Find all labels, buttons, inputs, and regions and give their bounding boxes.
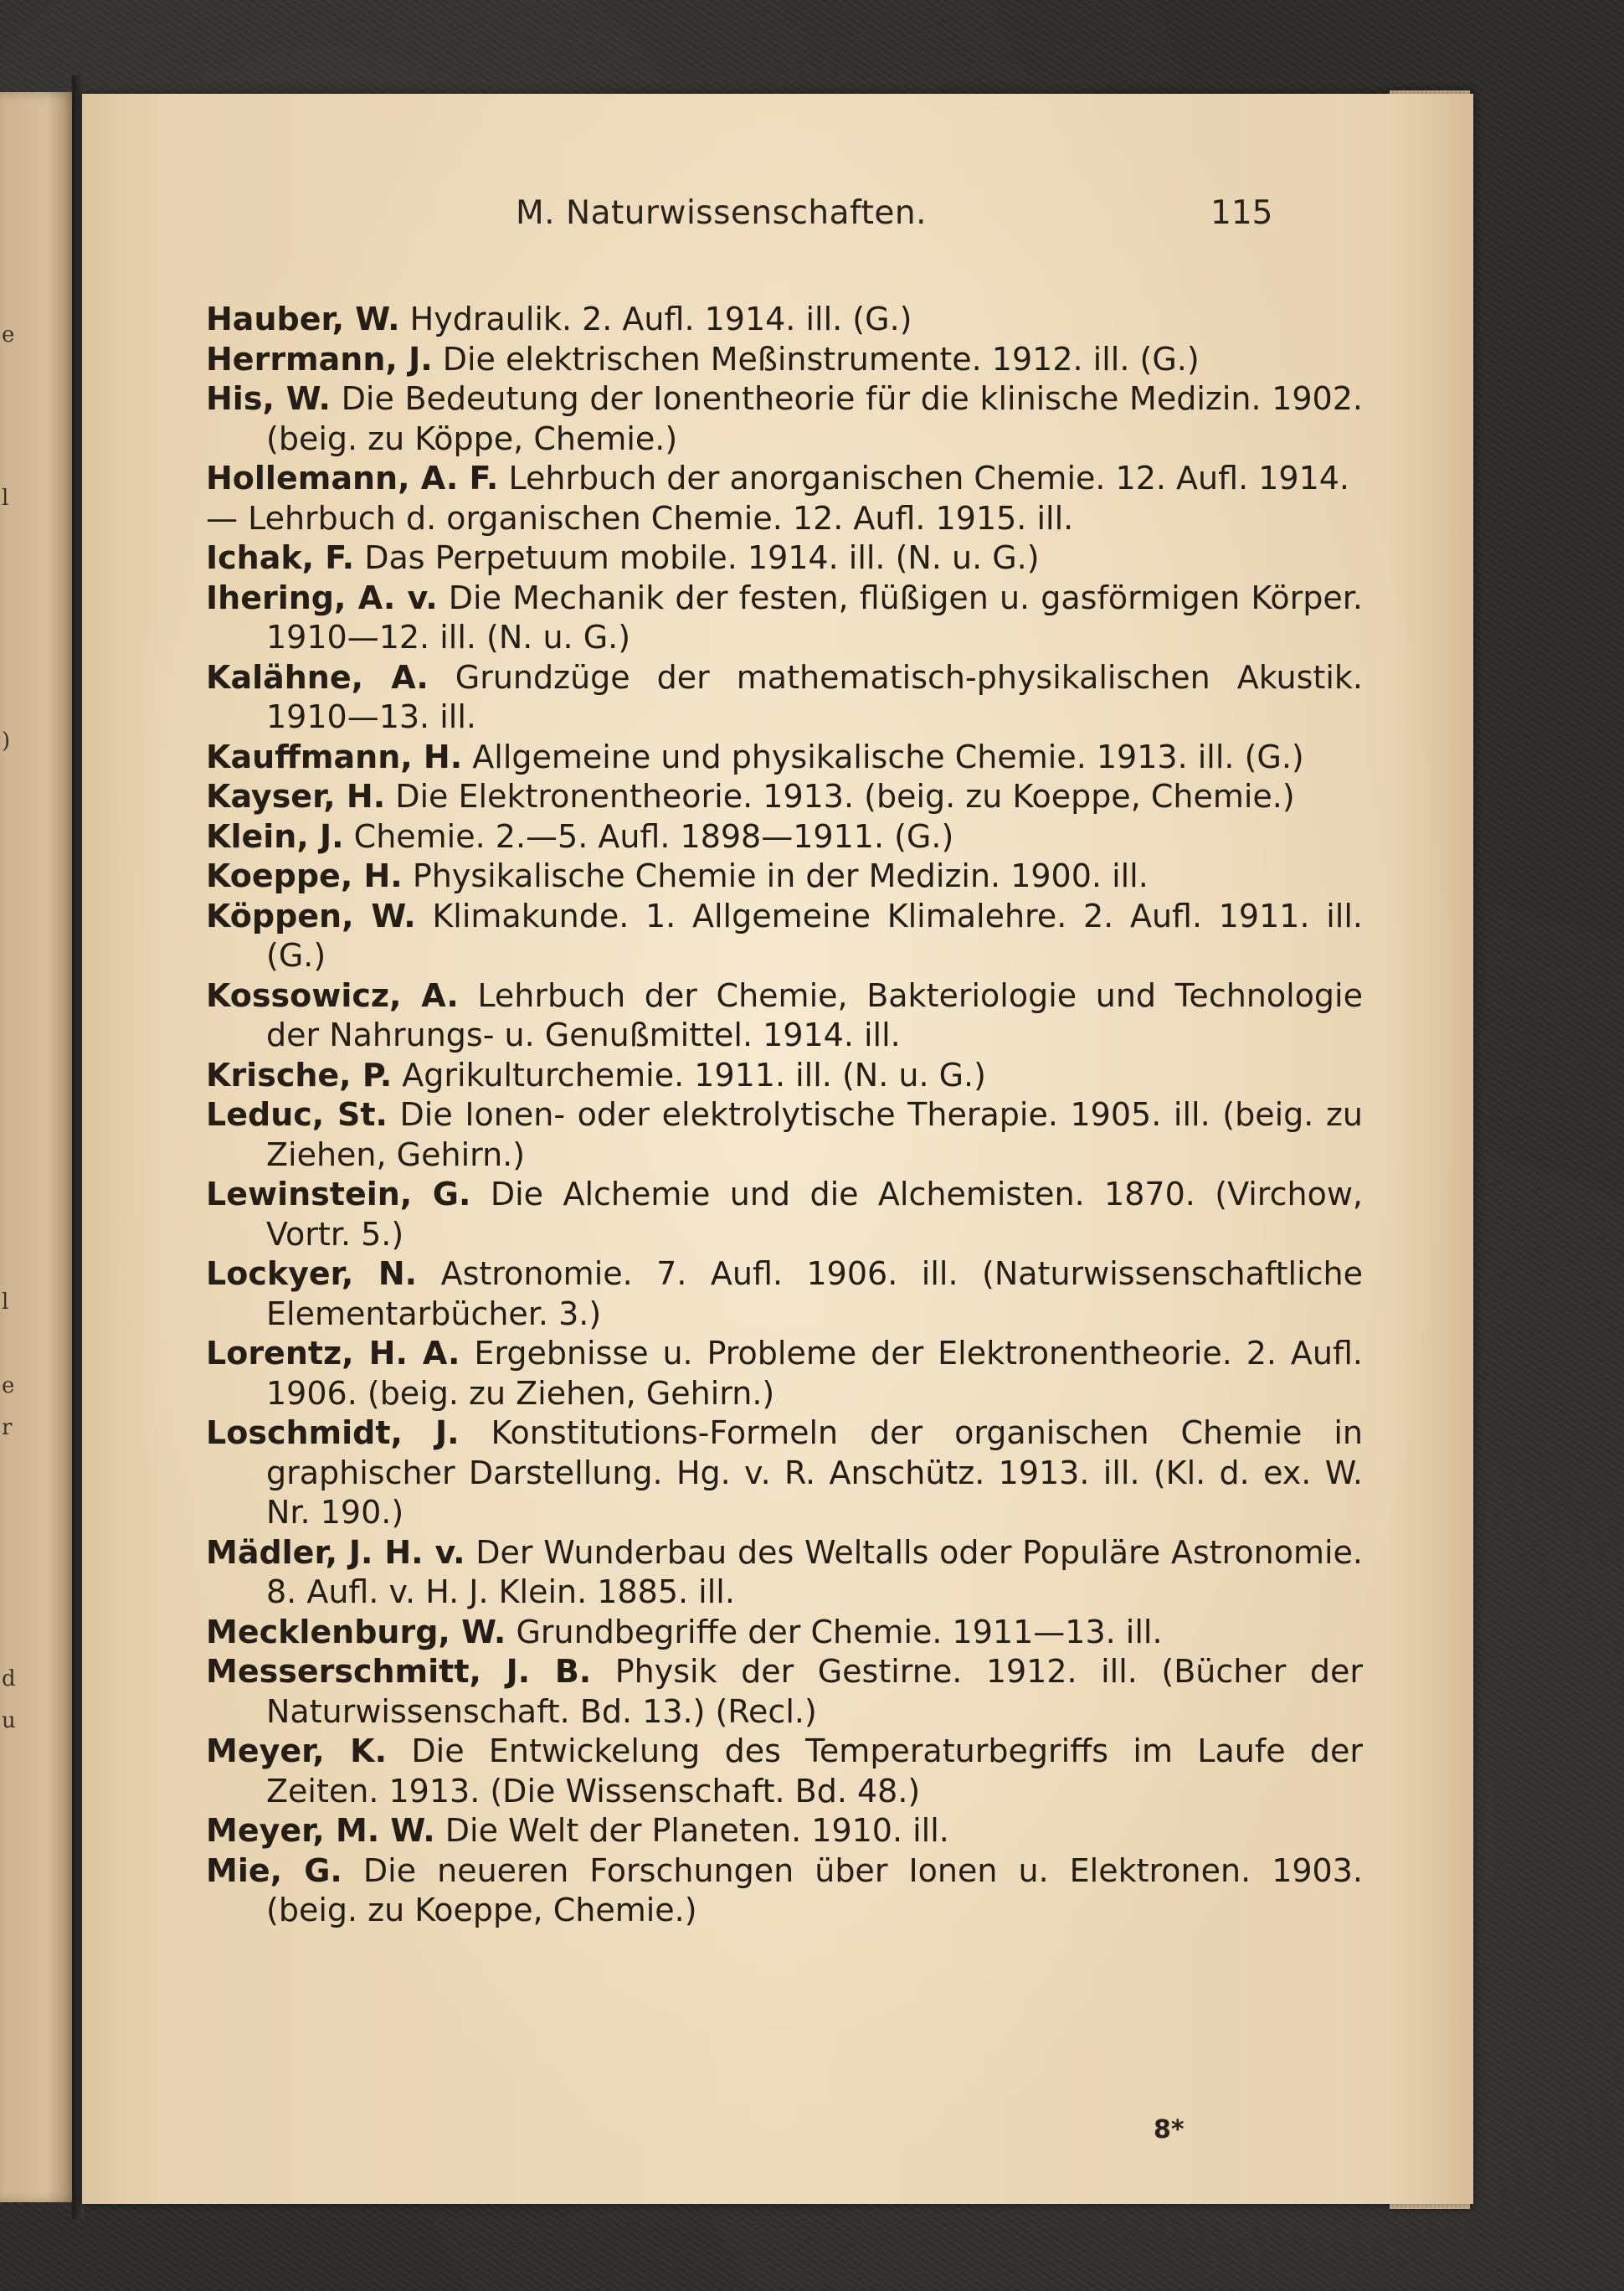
- bibliography-entry: [206, 1533, 1363, 1613]
- bibliography-entry: [206, 1334, 1363, 1413]
- entry-text: Klimakunde. 1. Allgemeine Klimalehre. 2. Aufl. 1911. ill. (G.): [266, 897, 1363, 974]
- entry-author: Klein, J.: [206, 817, 344, 855]
- entry-text: Grundzüge der mathematisch-physikalischen Akustik. 1910—13. ill.: [266, 658, 1363, 735]
- margin-fragment: e: [2, 322, 15, 348]
- bibliography-entry: [206, 1652, 1363, 1732]
- bibliography-entry: [206, 817, 1363, 857]
- bibliography-entry: [206, 1056, 1363, 1096]
- previous-page-edge: [0, 92, 77, 2202]
- entry-text: Der Wunderbau des Weltalls oder Populäre Astronomie. 8. Aufl. v. H. J. Klein. 1885. ill.: [266, 1533, 1363, 1610]
- margin-fragment: r: [2, 1415, 13, 1440]
- entry-author: Meyer, K.: [206, 1732, 388, 1769]
- entry-author: Köppen, W.: [206, 897, 416, 934]
- entry-author: Leduc, St.: [206, 1096, 388, 1133]
- entry-author: Loschmidt, J.: [206, 1414, 460, 1451]
- entry-ditto-dash: —: [206, 499, 238, 537]
- bibliography-entry: [206, 1413, 1363, 1533]
- bibliography-entry: [206, 857, 1363, 897]
- bibliography-entry: [206, 738, 1363, 778]
- entry-text: Astronomie. 7. Aufl. 1906. ill. (Naturwissenschaftliche Elementarbücher. 3.): [266, 1255, 1363, 1332]
- entry-author: Ihering, A. v.: [206, 579, 438, 616]
- entry-text: Die Elektronentheorie. 1913. (beig. zu Koeppe, Chemie.): [395, 778, 1295, 815]
- entry-text: Die Alchemie und die Alchemisten. 1870. (Virchow, Vortr. 5.): [266, 1176, 1363, 1253]
- entry-author: His, W.: [206, 380, 331, 417]
- entry-text: Die Mechanik der festen, flüßigen u. gasförmigen Körper. 1910—12. ill. (N. u. G.): [266, 579, 1363, 656]
- entry-author: Herrmann, J.: [206, 340, 433, 378]
- entry-text: Agrikulturchemie. 1911. ill. (N. u. G.): [402, 1056, 986, 1094]
- entry-author: Meyer, M. W.: [206, 1812, 435, 1849]
- section-title: M. Naturwissenschaften.: [516, 194, 927, 232]
- entry-text: Die neueren Forschungen über Ionen u. Elektronen. 1903. (beig. zu Koeppe, Chemie.): [266, 1851, 1363, 1928]
- bibliography-entry: [206, 1175, 1363, 1254]
- entry-author: Hauber, W.: [206, 301, 400, 337]
- entry-author: Mädler, J. H. v.: [206, 1533, 465, 1571]
- running-header: [82, 186, 1473, 245]
- bibliography-entry: [206, 459, 1363, 499]
- margin-fragment: l: [2, 1290, 9, 1315]
- bibliography-entry: [206, 897, 1363, 976]
- entry-text: Lehrbuch d. organischen Chemie. 12. Aufl. 1915. ill.: [248, 499, 1074, 537]
- bibliography-entry: [206, 1851, 1363, 1931]
- entry-text: Konstitutions-Formeln der organischen Chemie in graphischer Darstellung. Hg. v. R. Anschütz. 1913. ill. (Kl. d. ex. W. Nr. 190.): [266, 1414, 1363, 1531]
- bibliography-entry: [206, 1811, 1363, 1851]
- entry-author: Messerschmitt, J. B.: [206, 1653, 592, 1690]
- entry-text: Lehrbuch der Chemie, Bakteriologie und Technologie der Nahrungs- u. Genußmittel. 1914. ill.: [266, 976, 1363, 1053]
- bibliography-entry: [206, 777, 1363, 817]
- margin-fragment: u: [2, 1708, 16, 1733]
- entry-author: Hollemann, A. F.: [206, 460, 499, 497]
- bibliography-entry: [206, 340, 1363, 380]
- bibliography-entry: [206, 658, 1363, 738]
- margin-fragment: ): [2, 728, 11, 754]
- bibliography-entry: [206, 1732, 1363, 1811]
- bibliography-entry: [206, 499, 1363, 539]
- entry-author: Kalähne, A.: [206, 658, 429, 696]
- margin-fragment: d: [2, 1666, 16, 1691]
- entry-text: Lehrbuch der anorganischen Chemie. 12. Aufl. 1914.: [508, 460, 1350, 497]
- entry-author: Lewinstein, G.: [206, 1176, 471, 1212]
- entry-author: Kayser, H.: [206, 778, 386, 815]
- entry-author: Krische, P.: [206, 1056, 393, 1094]
- bibliography-entry: [206, 579, 1363, 658]
- entry-author: Mie, G.: [206, 1851, 342, 1889]
- margin-fragment: e: [2, 1373, 15, 1398]
- entry-text: Die Entwickelung des Temperaturbegriffs im Laufe der Zeiten. 1913. (Die Wissenschaft. Bd. 48.): [266, 1732, 1363, 1810]
- entry-text: Physikalische Chemie in der Medizin. 1900. ill.: [412, 857, 1149, 894]
- entry-author: Kauffmann, H.: [206, 738, 463, 775]
- entry-author: Koeppe, H.: [206, 857, 403, 894]
- entry-text: Das Perpetuum mobile. 1914. ill. (N. u. G.): [364, 539, 1040, 576]
- entry-text: Grundbegriffe der Chemie. 1911—13. ill.: [516, 1613, 1163, 1650]
- bibliography-entry: [206, 538, 1363, 579]
- entry-author: Kossowicz, A.: [206, 976, 459, 1014]
- bibliography-entry: [206, 1095, 1363, 1175]
- entry-text: Ergebnisse u. Probleme der Elektronentheorie. 2. Aufl. 1906. (beig. zu Ziehen, Gehirn.): [266, 1335, 1363, 1412]
- entry-text: Die Bedeutung der Ionentheorie für die klinische Medizin. 1902. (beig. zu Köppe, Chemie.): [266, 380, 1363, 457]
- entry-text: Physik der Gestirne. 1912. ill. (Bücher der Naturwissenschaft. Bd. 13.) (Recl.): [266, 1653, 1363, 1730]
- bibliography-entry: [206, 1254, 1363, 1334]
- bibliography-entry: [206, 1613, 1363, 1653]
- entry-text: Die Ionen- oder elektrolytische Therapie. 1905. ill. (beig. zu Ziehen, Gehirn.): [266, 1096, 1363, 1173]
- entry-author: Lockyer, N.: [206, 1255, 418, 1292]
- bibliography-entry: [206, 976, 1363, 1056]
- entry-text: Allgemeine und physikalische Chemie. 1913. ill. (G.): [472, 738, 1304, 775]
- signature-mark: 8*: [1154, 2115, 1185, 2144]
- entry-text: Die elektrischen Meßinstrumente. 1912. ill. (G.): [442, 340, 1200, 378]
- bibliography-entry: [206, 379, 1363, 459]
- bibliography-list: [206, 300, 1363, 1931]
- entry-author: Mecklenburg, W.: [206, 1613, 506, 1650]
- page-number: 115: [1210, 194, 1273, 232]
- entry-author: Lorentz, H. A.: [206, 1335, 460, 1372]
- bibliography-entry: [206, 300, 1363, 340]
- entry-text: Hydraulik. 2. Aufl. 1914. ill. (G.): [409, 301, 912, 337]
- margin-fragment: l: [2, 486, 9, 511]
- entry-text: Die Welt der Planeten. 1910. ill.: [445, 1812, 949, 1849]
- entry-text: Chemie. 2.—5. Aufl. 1898—1911. (G.): [353, 817, 954, 855]
- entry-author: Ichak, F.: [206, 539, 355, 576]
- book-page: [82, 94, 1473, 2204]
